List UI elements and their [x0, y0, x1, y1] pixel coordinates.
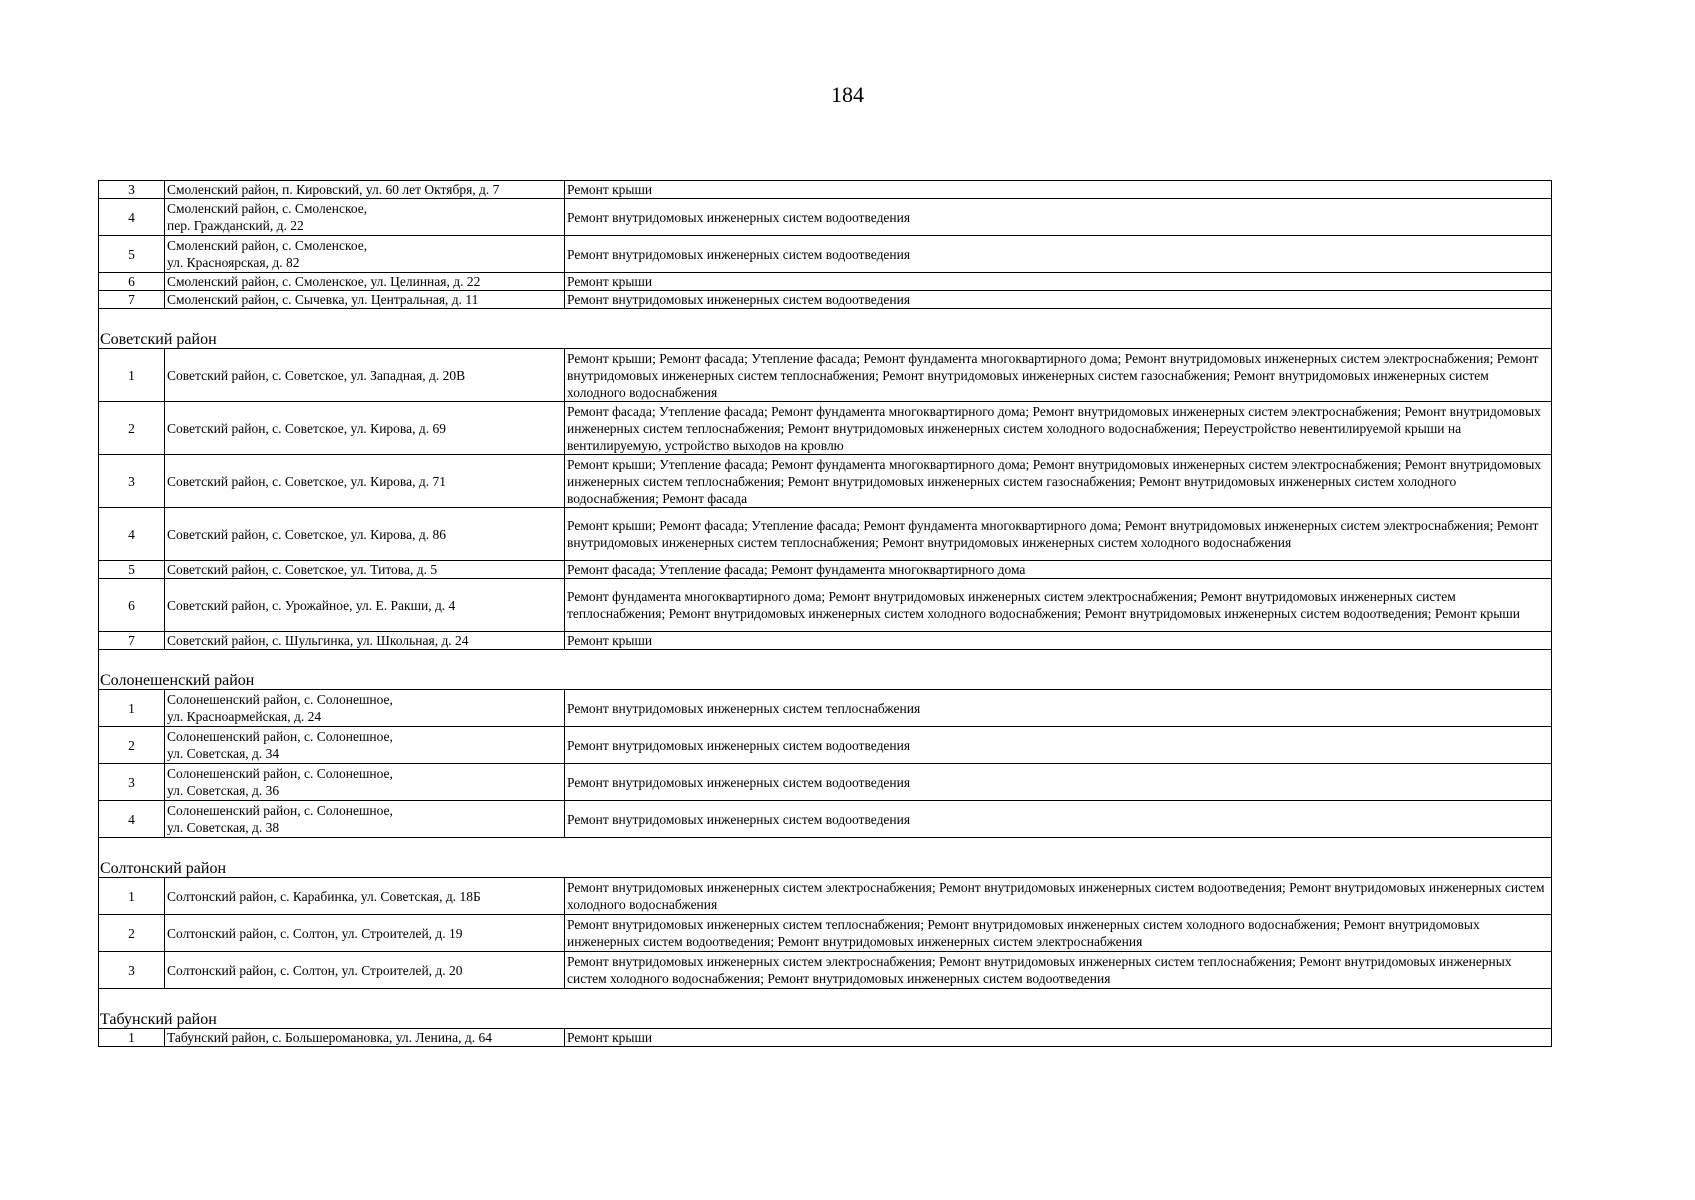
district-title: Советский район — [99, 331, 1552, 349]
row-number: 2 — [99, 402, 165, 455]
district-title: Солонешенский район — [99, 672, 1552, 690]
row-works: Ремонт крыши; Ремонт фасада; Утепление фасада; Ремонт фундамента многоквартирного дома; Ремонт внутридомовых инженерных систем электроснабжения; Ремонт внутридомовых инженерных систем теплоснабжения; Ремонт внутридомовых инженерных систем газоснабжения; Ремонт внутридомовых инженерных систем холодного водоснабжения — [565, 349, 1552, 402]
section-gap — [99, 650, 1552, 673]
row-address: Советский район, с. Советское, ул. Кирова, д. 86 — [165, 508, 565, 561]
row-address: Смоленский район, с. Смоленское, пер. Гражданский, д. 22 — [165, 199, 565, 236]
table-row — [99, 181, 1552, 199]
section-gap — [99, 989, 1552, 1012]
district-header-row — [99, 1011, 1552, 1029]
row-address: Солонешенский район, с. Солонешное, ул. Советская, д. 38 — [165, 801, 565, 838]
row-number: 3 — [99, 181, 165, 199]
row-works: Ремонт крыши — [565, 273, 1552, 291]
district-header-row — [99, 860, 1552, 878]
table-row — [99, 632, 1552, 650]
row-works: Ремонт внутридомовых инженерных систем теплоснабжения — [565, 690, 1552, 727]
table-row — [99, 764, 1552, 801]
section-gap — [99, 309, 1552, 332]
row-works: Ремонт крыши; Ремонт фасада; Утепление фасада; Ремонт фундамента многоквартирного дома; Ремонт внутридомовых инженерных систем электроснабжения; Ремонт внутридомовых инженерных систем теплоснабжения; Ремонт внутридомовых инженерных систем холодного водоснабжения — [565, 508, 1552, 561]
row-address: Советский район, с. Советское, ул. Кирова, д. 71 — [165, 455, 565, 508]
page-number: 184 — [831, 82, 864, 107]
district-header-row — [99, 672, 1552, 690]
row-address: Смоленский район, с. Смоленское, ул. Целинная, д. 22 — [165, 273, 565, 291]
row-works: Ремонт внутридомовых инженерных систем электроснабжения; Ремонт внутридомовых инженерных систем водоотведения; Ремонт внутридомовых инженерных систем холодного водоснабжения — [565, 878, 1552, 915]
row-works: Ремонт фасада; Утепление фасада; Ремонт фундамента многоквартирного дома; Ремонт внутридомовых инженерных систем электроснабжения; Ремонт внутридомовых инженерных систем теплоснабжения; Ремонт внутридомовых инженерных систем холодного водоснабжения; Переустройство невентилируемой крыши на вентилируемую, устройство выходов на кровлю — [565, 402, 1552, 455]
repair-program-table — [98, 180, 1552, 1047]
table-row — [99, 273, 1552, 291]
table-row — [99, 508, 1552, 561]
row-number: 7 — [99, 632, 165, 650]
row-works: Ремонт внутридомовых инженерных систем водоотведения — [565, 236, 1552, 273]
row-address: Советский район, с. Урожайное, ул. Е. Ракши, д. 4 — [165, 579, 565, 632]
row-number: 6 — [99, 273, 165, 291]
row-address: Советский район, с. Советское, ул. Западная, д. 20В — [165, 349, 565, 402]
row-works: Ремонт крыши; Утепление фасада; Ремонт фундамента многоквартирного дома; Ремонт внутридомовых инженерных систем электроснабжения; Ремонт внутридомовых инженерных систем теплоснабжения; Ремонт внутридомовых инженерных систем газоснабжения; Ремонт внутридомовых инженерных систем холодного водоснабжения; Ремонт фасада — [565, 455, 1552, 508]
table-row — [99, 579, 1552, 632]
row-address: Советский район, с. Советское, ул. Титова, д. 5 — [165, 561, 565, 579]
row-number: 1 — [99, 349, 165, 402]
table-row — [99, 455, 1552, 508]
table-row — [99, 727, 1552, 764]
row-number: 4 — [99, 801, 165, 838]
row-works: Ремонт крыши — [565, 632, 1552, 650]
row-address: Солонешенский район, с. Солонешное, ул. Советская, д. 36 — [165, 764, 565, 801]
row-number: 5 — [99, 561, 165, 579]
row-address: Солонешенский район, с. Солонешное, ул. Советская, д. 34 — [165, 727, 565, 764]
row-address: Солтонский район, с. Карабинка, ул. Советская, д. 18Б — [165, 878, 565, 915]
table-row — [99, 291, 1552, 309]
row-number: 1 — [99, 690, 165, 727]
table-row — [99, 1029, 1552, 1047]
row-works: Ремонт внутридомовых инженерных систем теплоснабжения; Ремонт внутридомовых инженерных систем холодного водоснабжения; Ремонт внутридомовых инженерных систем водоотведения; Ремонт внутридомовых инженерных систем электроснабжения — [565, 915, 1552, 952]
row-works: Ремонт крыши — [565, 1029, 1552, 1047]
row-address: Советский район, с. Советское, ул. Кирова, д. 69 — [165, 402, 565, 455]
row-number: 6 — [99, 579, 165, 632]
row-address: Табунский район, с. Большеромановка, ул. Ленина, д. 64 — [165, 1029, 565, 1047]
table-row — [99, 349, 1552, 402]
row-number: 7 — [99, 291, 165, 309]
row-address: Смоленский район, с. Смоленское, ул. Красноярская, д. 82 — [165, 236, 565, 273]
row-works: Ремонт внутридомовых инженерных систем водоотведения — [565, 727, 1552, 764]
row-works: Ремонт внутридомовых инженерных систем водоотведения — [565, 291, 1552, 309]
row-number: 3 — [99, 455, 165, 508]
row-number: 1 — [99, 1029, 165, 1047]
row-number: 2 — [99, 915, 165, 952]
table-row — [99, 402, 1552, 455]
row-number: 1 — [99, 878, 165, 915]
table-row — [99, 561, 1552, 579]
row-number: 4 — [99, 199, 165, 236]
row-number: 2 — [99, 727, 165, 764]
table-row — [99, 690, 1552, 727]
table-row — [99, 199, 1552, 236]
row-address: Советский район, с. Шульгинка, ул. Школьная, д. 24 — [165, 632, 565, 650]
row-number: 3 — [99, 952, 165, 989]
table-row — [99, 915, 1552, 952]
district-title: Табунский район — [99, 1011, 1552, 1029]
table-row — [99, 952, 1552, 989]
row-works: Ремонт фундамента многоквартирного дома; Ремонт внутридомовых инженерных систем электроснабжения; Ремонт внутридомовых инженерных систем теплоснабжения; Ремонт внутридомовых инженерных систем холодного водоснабжения; Ремонт внутридомовых инженерных систем водоотведения; Ремонт крыши — [565, 579, 1552, 632]
row-address: Смоленский район, с. Сычевка, ул. Центральная, д. 11 — [165, 291, 565, 309]
row-address: Солонешенский район, с. Солонешное, ул. Красноармейская, д. 24 — [165, 690, 565, 727]
table-row — [99, 236, 1552, 273]
district-title: Солтонский район — [99, 860, 1552, 878]
row-works: Ремонт внутридомовых инженерных систем электроснабжения; Ремонт внутридомовых инженерных систем теплоснабжения; Ремонт внутридомовых инженерных систем холодного водоснабжения; Ремонт внутридомовых инженерных систем водоотведения — [565, 952, 1552, 989]
row-works: Ремонт внутридомовых инженерных систем водоотведения — [565, 764, 1552, 801]
row-works: Ремонт внутридомовых инженерных систем водоотведения — [565, 801, 1552, 838]
row-number: 4 — [99, 508, 165, 561]
table-row — [99, 878, 1552, 915]
row-address: Солтонский район, с. Солтон, ул. Строителей, д. 19 — [165, 915, 565, 952]
row-address: Смоленский район, п. Кировский, ул. 60 лет Октября, д. 7 — [165, 181, 565, 199]
row-number: 5 — [99, 236, 165, 273]
row-address: Солтонский район, с. Солтон, ул. Строителей, д. 20 — [165, 952, 565, 989]
table-row — [99, 801, 1552, 838]
row-works: Ремонт фасада; Утепление фасада; Ремонт фундамента многоквартирного дома — [565, 561, 1552, 579]
row-number: 3 — [99, 764, 165, 801]
row-works: Ремонт внутридомовых инженерных систем водоотведения — [565, 199, 1552, 236]
row-works: Ремонт крыши — [565, 181, 1552, 199]
district-header-row — [99, 331, 1552, 349]
section-gap — [99, 838, 1552, 861]
